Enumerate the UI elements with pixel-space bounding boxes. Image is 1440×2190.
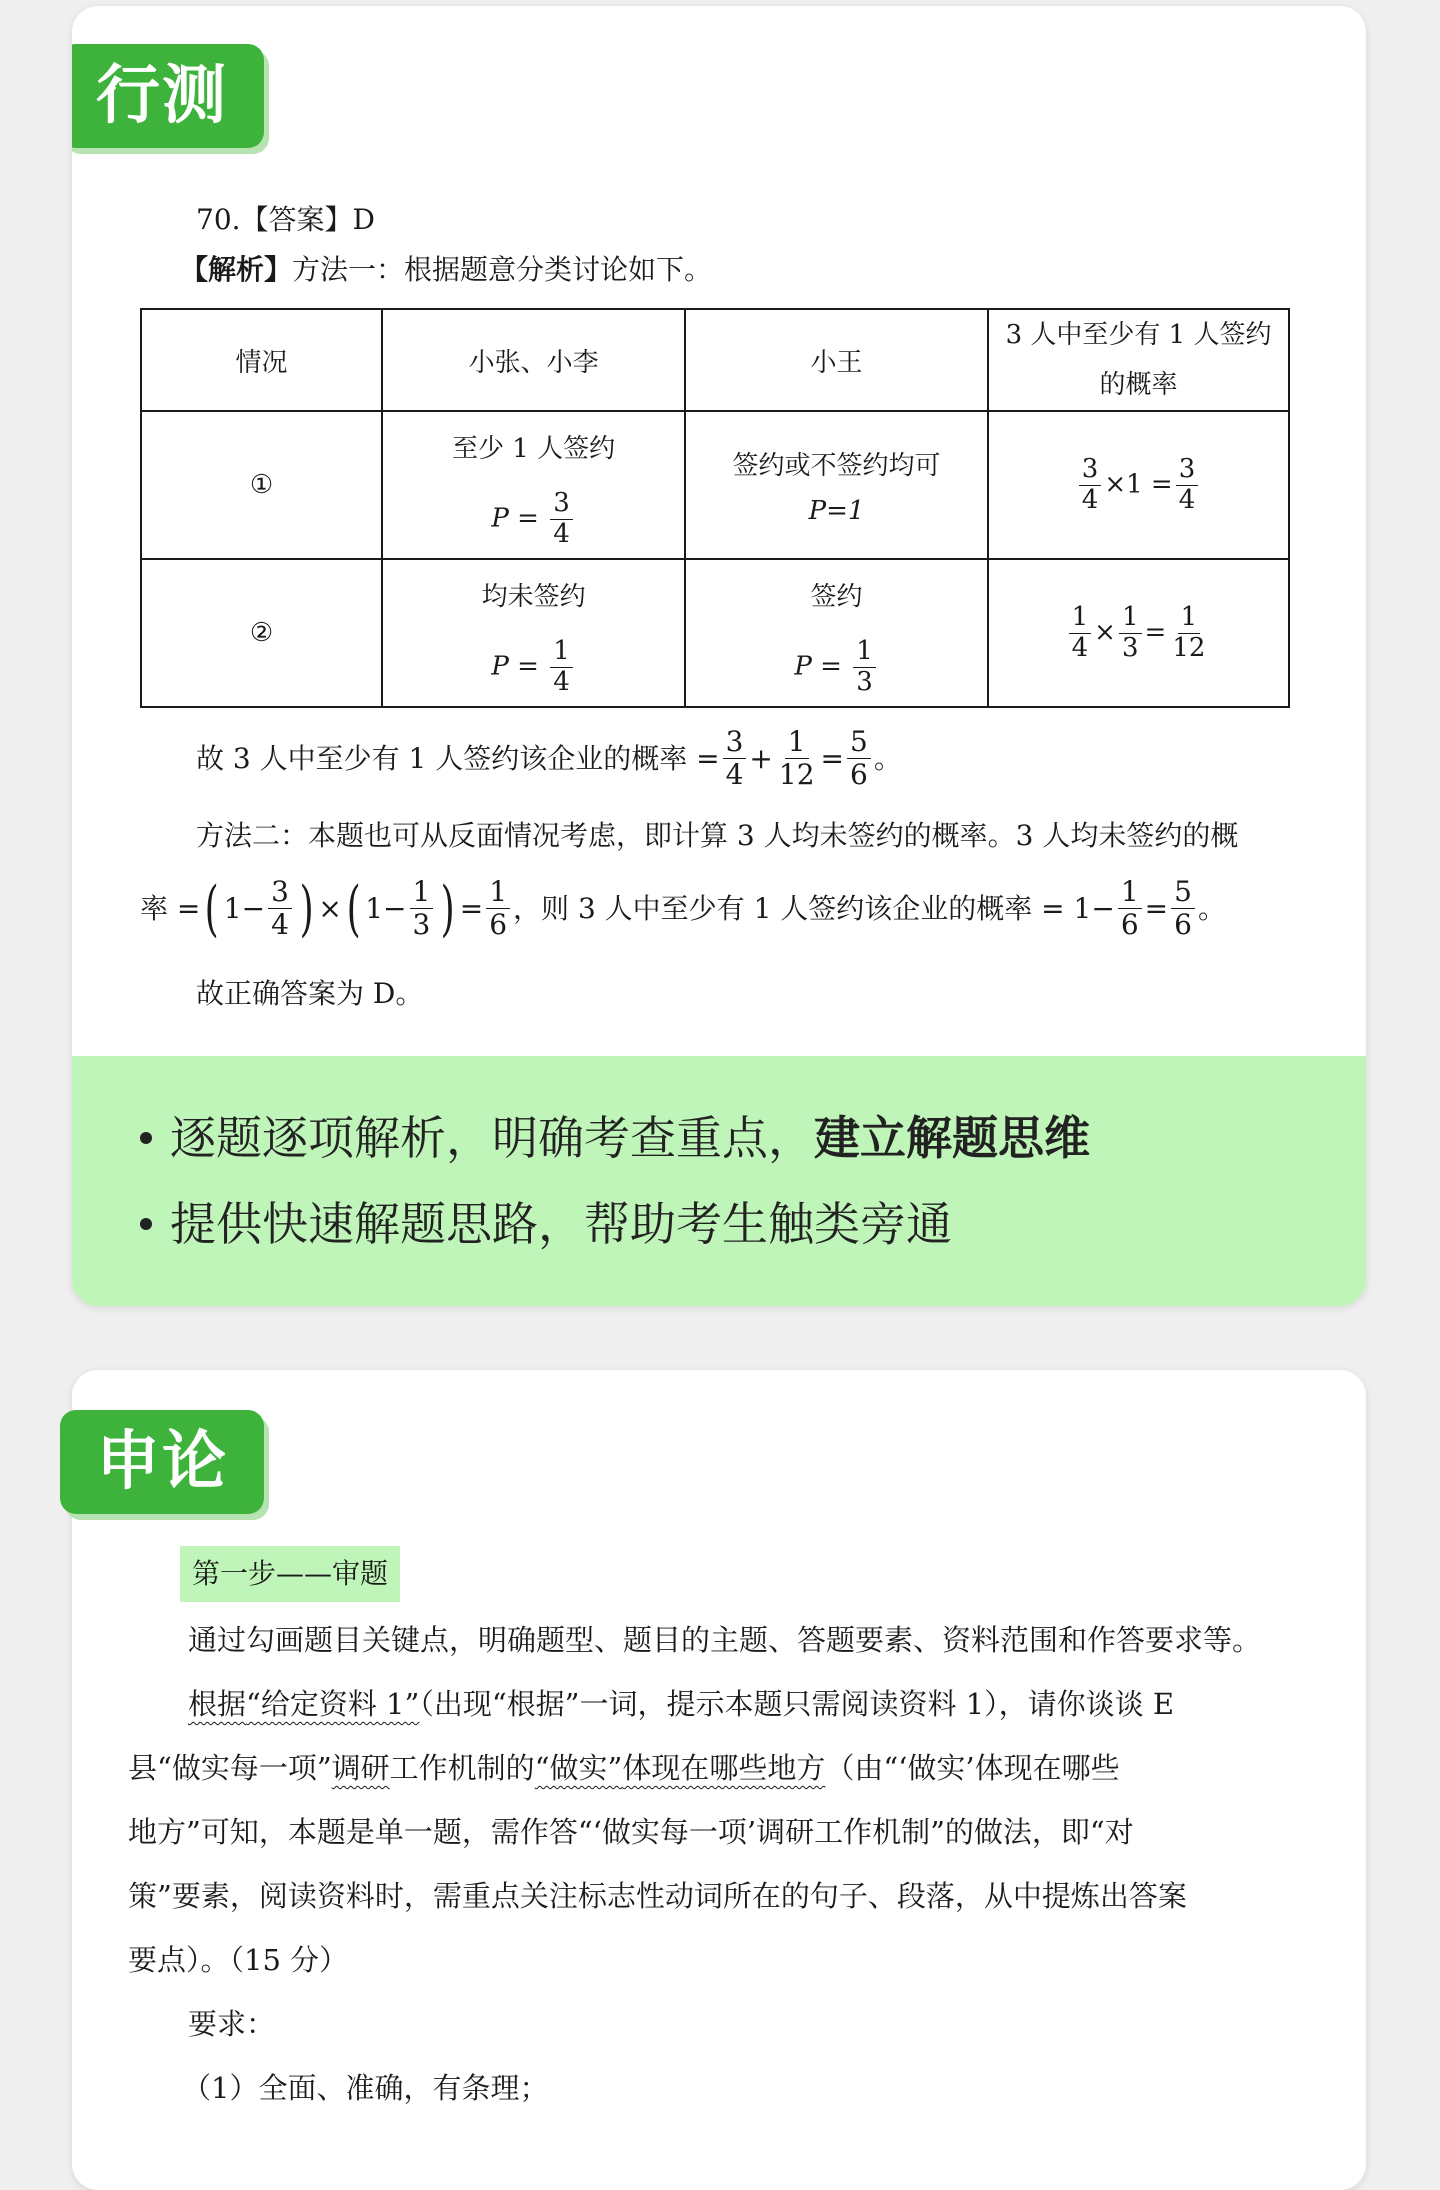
numerator: 3 <box>1176 455 1199 486</box>
formula-middle: ，则 3 人中至少有 1 人签约该企业的概率 = 1− <box>513 891 1115 925</box>
keyword-underlined: 调研 <box>331 1751 390 1785</box>
paragraph-line: 策”要素，阅读资料时，需重点关注标志性动词所在的句子、段落，从中提炼出答案 <box>128 1879 1187 1913</box>
shenlun-card <box>72 1370 1366 2190</box>
section-badge-shenlun: 申论 <box>60 1410 264 1514</box>
paren-close: ) <box>299 873 314 944</box>
keyword-underlined: 根据 <box>188 1687 247 1721</box>
step-heading: 第一步——审题 <box>180 1546 400 1602</box>
fraction <box>776 726 818 791</box>
wang-text: 签约或不签约均可 <box>732 450 941 481</box>
paragraph-text: 县“做实每一项” <box>128 1751 332 1785</box>
numerator: 1 <box>550 637 573 668</box>
case-cell: ② <box>141 559 382 707</box>
numerator: 1 <box>1119 603 1142 634</box>
p-symbol: P <box>491 651 509 682</box>
numerator: 1 <box>785 726 809 759</box>
table-header-row <box>141 309 1289 411</box>
header-probability <box>988 309 1289 411</box>
paragraph-text: （出现“根据”一词，提示本题只需阅读资料 1），请你谈谈 E <box>419 1687 1175 1721</box>
wang-formula: P=1 <box>808 495 865 526</box>
paren-close: ) <box>441 873 456 944</box>
denominator: 4 <box>553 519 570 550</box>
zhang-li-text: 至少 1 人签约 <box>452 434 616 464</box>
denominator: 6 <box>850 758 868 792</box>
bullet-icon <box>140 1218 152 1230</box>
header-case: 情况 <box>141 309 382 411</box>
case-cell: ① <box>141 411 382 559</box>
p-symbol: P <box>794 651 812 682</box>
section-badge-xingce: 行测 <box>72 44 264 148</box>
fraction <box>1171 876 1195 941</box>
denominator: 3 <box>856 667 873 698</box>
method2-line1: 方法二：本题也可从反面情况考虑，即计算 3 人均未签约的概率。3 人均未签约的概 <box>196 819 1239 852</box>
table-row <box>141 559 1289 707</box>
wang-cell <box>685 559 988 707</box>
denominator: 4 <box>725 758 744 792</box>
fraction <box>1079 455 1102 516</box>
fraction <box>1176 455 1199 516</box>
numerator: 1 <box>486 876 510 909</box>
conclusion-method1: 故 3 人中至少有 1 人签约该企业的概率 = $\frac{3}{4}$ + $\frac{1}{12}$ = $\frac{5}{6}$ 。 <box>196 725 902 792</box>
feature-line-1 <box>140 1102 1090 1168</box>
method2-formula: 率 = ( 1− $\frac{3}{4}$ ) × ( 1− $\frac{1}{3}$ ) = $\frac{1}{6}$ ，则 3 人中至少有 1 人签约该企业的概率 = 1− $\frac{1}{6}$ = $\frac{5}{6}$ 。 <box>140 873 1226 944</box>
denominator: 4 <box>1178 484 1196 515</box>
fraction <box>550 489 573 550</box>
numerator: 3 <box>723 726 747 759</box>
p-symbol: P <box>491 503 509 534</box>
keyword-underlined: “给定资料 1” <box>246 1687 420 1721</box>
denominator: 12 <box>778 758 815 792</box>
table-row <box>141 411 1289 559</box>
numerator: 1 <box>410 876 434 909</box>
operator: ×1 = <box>1104 469 1173 499</box>
denominator: 4 <box>1081 484 1099 515</box>
paragraph-text: 工作机制的 <box>389 1751 535 1785</box>
paragraph-line: 地方”可知，本题是单一题，需作答“‘做实每一项’调研工作机制”的做法，即“对 <box>128 1815 1134 1849</box>
zhang-li-formula: P = $\frac{1}{4}$ <box>383 637 684 698</box>
paragraph-text: （由“‘做实’体现在哪些 <box>825 1751 1120 1785</box>
bullet-icon <box>140 1132 152 1144</box>
denominator: 12 <box>1172 632 1206 663</box>
paragraph-line: 要点）。（15 分） <box>128 1943 349 1977</box>
requirement-item: （1）全面、准确，有条理； <box>182 2071 549 2105</box>
numerator: 1 <box>1069 603 1092 634</box>
paren-open: ( <box>205 873 220 944</box>
denominator: 6 <box>489 908 508 942</box>
requirements-title: 要求： <box>188 2007 276 2041</box>
denominator: 3 <box>1121 632 1139 663</box>
denominator: 4 <box>553 667 570 698</box>
denominator: 6 <box>1120 908 1139 942</box>
feature-text: 逐题逐项解析，明确考查重点， <box>170 1111 814 1165</box>
probability-cell <box>988 411 1289 559</box>
paragraph-line <box>188 1672 1174 1736</box>
denominator: 3 <box>412 908 431 942</box>
fraction <box>410 876 434 941</box>
numerator: 5 <box>847 726 871 759</box>
header-probability-line1: 3 人中至少有 1 人签约 <box>1005 320 1272 350</box>
xingce-card <box>72 6 1366 1306</box>
zhang-li-cell <box>382 411 685 559</box>
numerator: 3 <box>550 489 573 520</box>
zhang-li-cell <box>382 559 685 707</box>
fraction <box>486 876 510 941</box>
fraction <box>847 726 871 791</box>
numerator: 1 <box>1118 876 1142 909</box>
feature-line-2 <box>140 1188 952 1254</box>
zhang-li-formula: P = $\frac{3}{4}$ <box>383 489 684 550</box>
wang-text: 签约 <box>810 582 863 612</box>
feature-text-bold: 建立解题思维 <box>814 1111 1090 1165</box>
fraction <box>1119 603 1142 664</box>
fraction <box>723 726 747 791</box>
fraction <box>550 637 573 698</box>
keyword-underlined: 体现在哪些地方 <box>622 1751 826 1785</box>
analysis-line <box>180 250 712 290</box>
keyword-underlined: “做实” <box>534 1751 623 1785</box>
feature-text: 提供快速解题思路，帮助考生触类旁通 <box>170 1197 952 1251</box>
numerator: 1 <box>853 637 876 668</box>
probability-table <box>140 308 1290 708</box>
period: 。 <box>873 741 902 775</box>
numerator: 3 <box>268 876 292 909</box>
fraction <box>1069 603 1092 664</box>
analysis-text: 方法一：根据题意分类讨论如下。 <box>292 253 713 286</box>
header-probability-line2: 的概率 <box>1099 370 1178 400</box>
numerator: 1 <box>1178 603 1201 634</box>
fraction <box>1118 876 1142 941</box>
denominator: 4 <box>1071 632 1089 663</box>
period: 。 <box>1197 891 1226 925</box>
paragraph-line <box>128 1736 1120 1800</box>
zhang-li-text: 均未签约 <box>481 582 586 612</box>
answer-line: 70.【答案】D <box>196 203 375 236</box>
numerator: 3 <box>1079 455 1102 486</box>
fraction <box>1169 603 1208 664</box>
header-zhang-li: 小张、小李 <box>382 309 685 411</box>
conclusion-text: 故 3 人中至少有 1 人签约该企业的概率 = <box>196 741 720 775</box>
header-wang: 小王 <box>685 309 988 411</box>
denominator: 4 <box>271 908 289 942</box>
wang-cell <box>685 411 988 559</box>
analysis-label: 【解析】 <box>180 253 293 286</box>
feature-banner <box>72 1056 1366 1306</box>
numerator: 5 <box>1171 876 1195 909</box>
formula-prefix: 率 = <box>140 891 201 925</box>
wang-formula: P = $\frac{1}{3}$ <box>686 637 987 698</box>
fraction <box>853 637 876 698</box>
denominator: 6 <box>1174 908 1192 942</box>
paren-open: ( <box>346 873 361 944</box>
paragraph-line: 通过勾画题目关键点，明确题型、题目的主题、答题要素、资料范围和作答要求等。 <box>188 1623 1262 1657</box>
fraction <box>268 876 292 941</box>
probability-cell: $\frac{1}{4}$ × $\frac{1}{3}$ = $\frac{1}{12}$ <box>988 559 1289 707</box>
final-answer: 故正确答案为 D。 <box>196 977 424 1010</box>
